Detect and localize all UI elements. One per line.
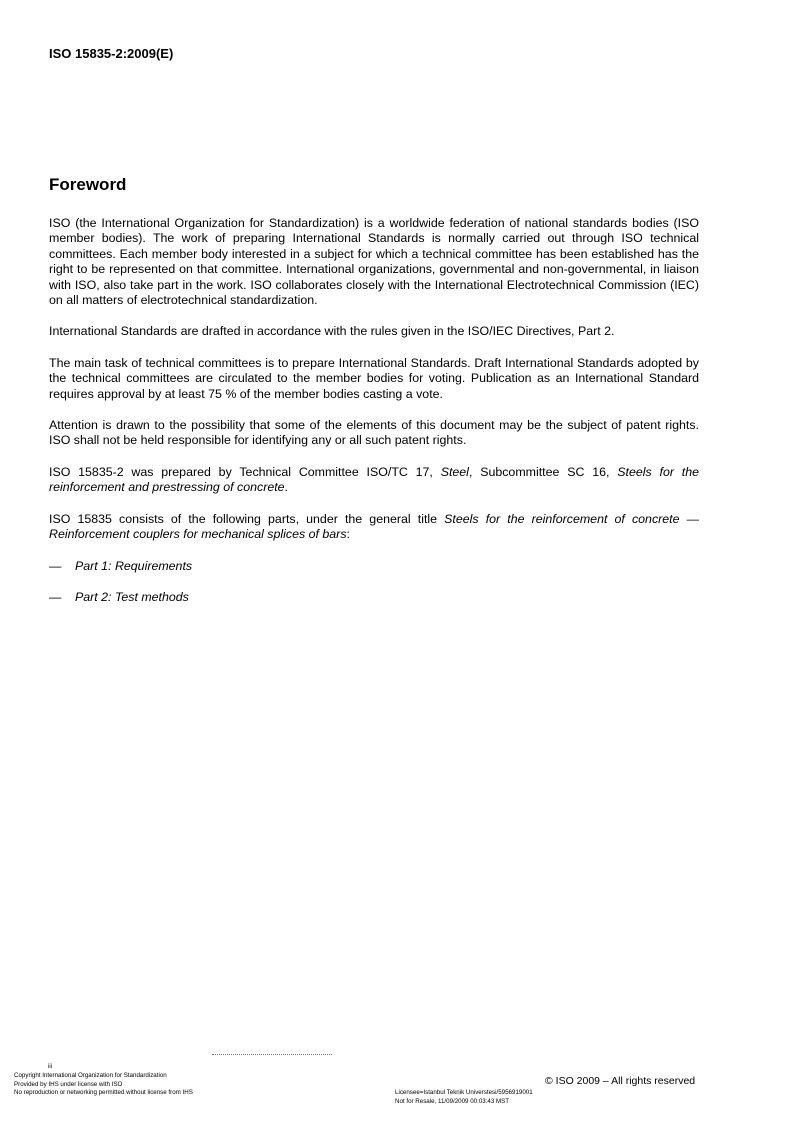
prepared-by-subcommittee-title: Steels for the reinforcement and prestressing of concrete	[49, 464, 699, 495]
prepared-by-text-e: .	[284, 480, 288, 495]
paragraph-parts-intro	[49, 512, 699, 543]
footer-mid-line-2: Not for Resale, 11/09/2009 00:03:43 MST	[395, 1097, 510, 1105]
list-item	[49, 590, 699, 605]
list-item	[49, 559, 699, 574]
paragraph-patent: Attention is drawn to the possibility that some of the elements of this document may be the subject of patent rights. ISO shall not be held responsible for identifying any or all such patent rights.	[49, 418, 699, 448]
footer-license-mid	[395, 1089, 533, 1106]
prepared-by-text-a: ISO 15835-2 was prepared by Technical Committee ISO/TC 17,	[49, 464, 441, 479]
footer-left-line-3: No reproduction or networking permitted without license from IHS	[14, 1089, 193, 1096]
foreword-body	[49, 216, 699, 621]
prepared-by-text-c: , Subcommittee SC 16,	[468, 464, 618, 479]
paragraph-main-task: The main task of technical committees is to prepare International Standards. Draft International Standards adopted by the technical committees are circulated to the member bodies for voting. Publication as an International Standard requires approval by at least 75 % of the member bodies casting a vote.	[49, 355, 699, 401]
page-number: iii	[48, 1064, 52, 1070]
part-2-title: Part 2: Test methods	[75, 589, 189, 604]
parts-intro-text-c: :	[346, 527, 350, 542]
paragraph-iso-intro: ISO (the International Organization for Standardization) is a worldwide federation of national standards bodies (ISO member bodies). The work of preparing International Standards is normally carried out through ISO technical committees. Each member body interested in a subject for which a technical committee has been established has the right to be represented on that committee. International organizations, governmental and non-governmental, in liaison with ISO, also take part in the work. ISO collaborates closely with the International Electrotechnical Commission (IEC) on all matters of electrotechnical standardization.	[49, 216, 699, 308]
footer-copyright: © ISO 2009 – All rights reserved	[545, 1075, 696, 1087]
paragraph-prepared-by	[49, 465, 699, 496]
footer-left-line-2: Provided by IHS under license with ISO	[14, 1080, 123, 1088]
footer-left-line-1: Copyright International Organization for Standardization	[14, 1072, 167, 1079]
list-dash: —	[49, 558, 62, 573]
page-title: Foreword	[49, 175, 127, 194]
footer-license-left	[14, 1064, 193, 1098]
footer-dotted-line	[212, 1054, 332, 1059]
parts-intro-text-a: ISO 15835 consists of the following parts, under the general title	[49, 511, 445, 526]
footer-mid-line-1: Licensee=Istanbul Teknik Universtesi/5956919001	[395, 1089, 533, 1096]
document-id-header: ISO 15835-2:2009(E)	[49, 46, 174, 61]
prepared-by-steel: Steel	[440, 464, 469, 479]
paragraph-directives: International Standards are drafted in accordance with the rules given in the ISO/IEC Directives, Part 2.	[49, 324, 615, 339]
list-dash: —	[49, 589, 62, 604]
part-1-title: Part 1: Requirements	[75, 558, 193, 573]
parts-general-title: Steels for the reinforcement of concrete — Reinforcement couplers for mechanical splices of bars	[49, 511, 700, 542]
